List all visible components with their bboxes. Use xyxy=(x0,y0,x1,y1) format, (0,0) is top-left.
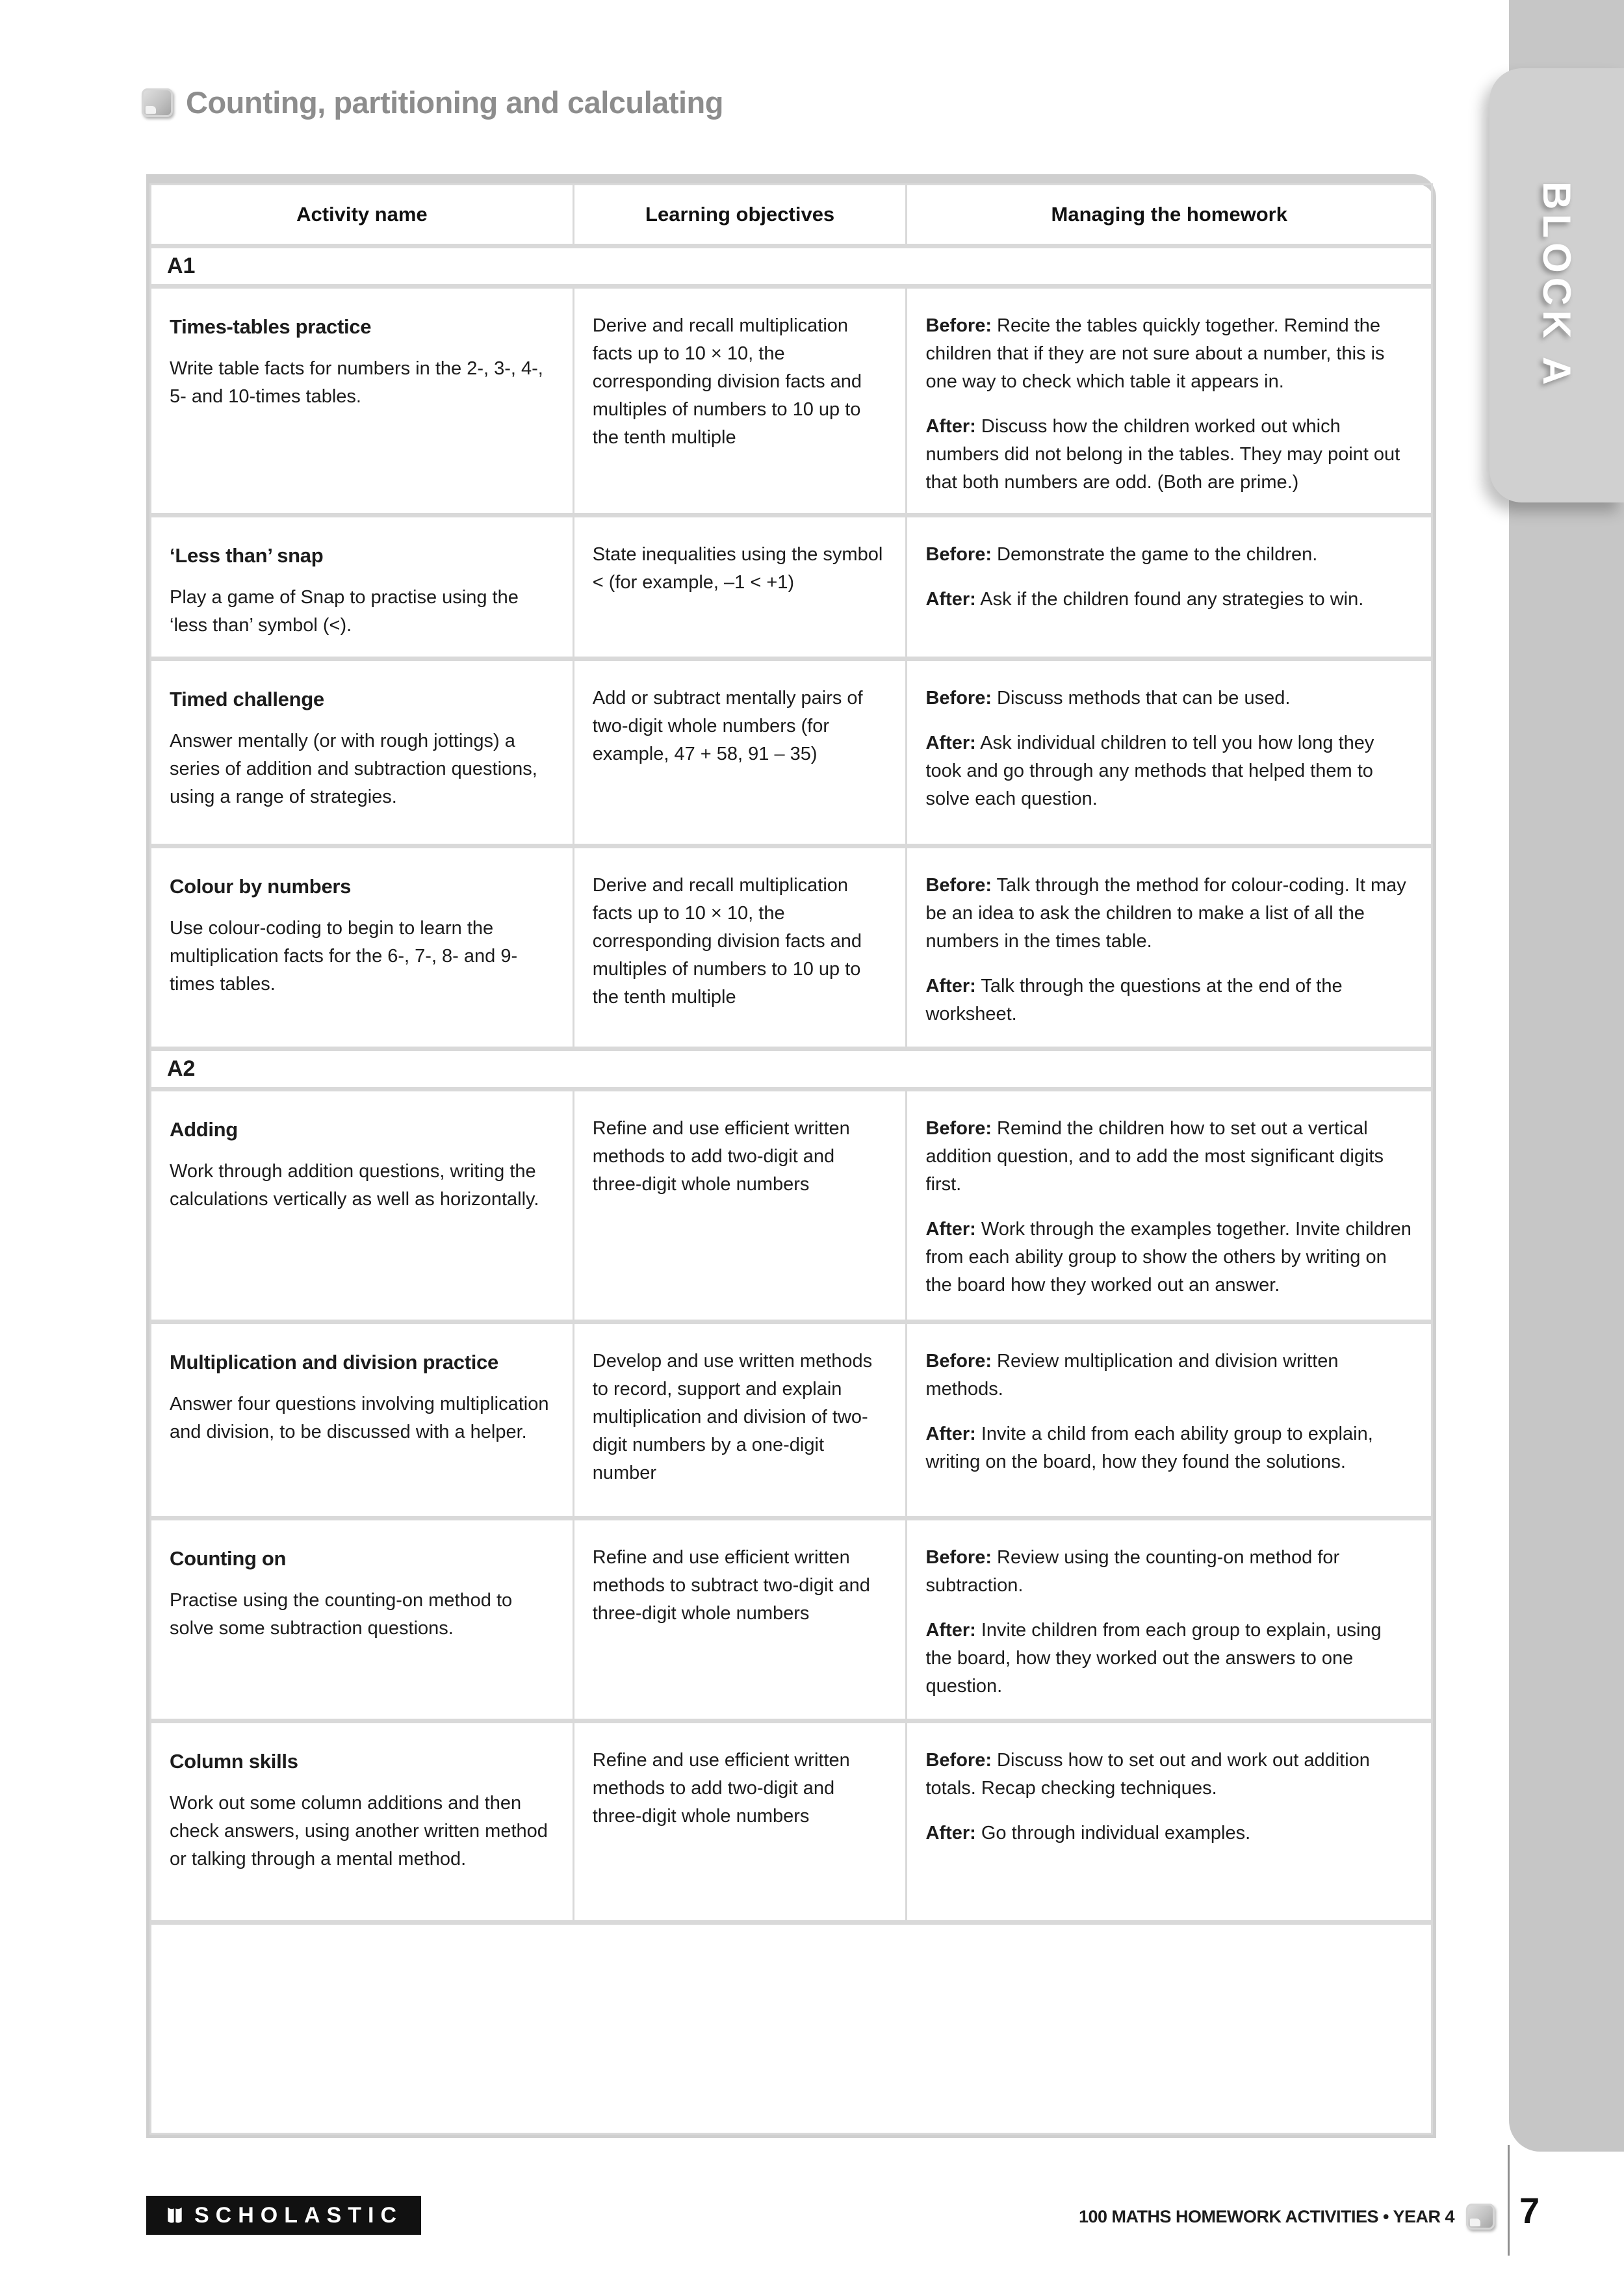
objective-cell xyxy=(573,659,907,846)
before-note: Before: Discuss how to set out and work out addition totals. Recap checking techniques. xyxy=(925,1750,1370,1799)
activity-cell xyxy=(151,659,574,846)
activity-title: ‘Less than’ snap xyxy=(170,544,324,567)
table-header-row xyxy=(151,185,1432,246)
managing-cell xyxy=(907,1089,1432,1322)
after-label: After: xyxy=(925,1218,976,1240)
learning-objective: State inequalities using the symbol < (for example, –1 < +1) xyxy=(592,544,883,593)
objective-cell xyxy=(573,846,907,1049)
after-label: After: xyxy=(925,589,976,610)
page-edge-line xyxy=(1508,2145,1510,2256)
activity-table xyxy=(146,174,1436,2138)
before-note: Before: Demonstrate the game to the children. xyxy=(925,544,1318,566)
objective-cell xyxy=(573,515,907,659)
activity-cell xyxy=(151,1322,574,1518)
column-header-activity-name: Activity name xyxy=(151,185,574,246)
before-label: Before: xyxy=(925,544,992,566)
before-label: Before: xyxy=(925,315,992,336)
managing-cell xyxy=(907,659,1432,846)
objective-cell xyxy=(573,287,907,515)
booklet-icon xyxy=(1466,2204,1495,2230)
section-label: A1 xyxy=(151,246,1432,287)
table-row xyxy=(151,1721,1432,1923)
objective-cell xyxy=(573,1721,907,1923)
page-heading xyxy=(142,85,723,120)
activity-description: Answer mentally (or with rough jottings) a series of addition and subtraction questions, using a range of strategies. xyxy=(170,731,537,807)
activity-title: Multiplication and division practice xyxy=(170,1351,498,1374)
activity-description: Use colour-coding to begin to learn the multiplication facts for the 6-, 7-, 8- and 9-times tables. xyxy=(170,918,518,995)
column-header-learning-objectives: Learning objectives xyxy=(573,185,907,246)
activity-title: Column skills xyxy=(170,1750,298,1773)
learning-objective: Derive and recall multiplication facts up to 10 × 10, the corresponding division facts and multiples of numbers to 10 up to the tenth multiple xyxy=(592,875,862,1008)
managing-cell xyxy=(907,1322,1432,1518)
activity-cell xyxy=(151,1518,574,1721)
page-title: Counting, partitioning and calculating xyxy=(186,85,723,120)
activity-title: Times-tables practice xyxy=(170,315,372,338)
before-label: Before: xyxy=(925,688,992,709)
before-note: Before: Remind the children how to set out a vertical addition question, and to add the most significant digits first. xyxy=(925,1118,1384,1195)
after-note: After: Discuss how the children worked out which numbers did not belong in the tables. They may point out that both numbers are odd. (Both are prime.) xyxy=(925,415,1400,493)
before-label: Before: xyxy=(925,1351,992,1372)
activity-title: Adding xyxy=(170,1118,238,1141)
before-note: Before: Discuss methods that can be used. xyxy=(925,688,1291,709)
learning-objective: Refine and use efficient written methods to add two-digit and three-digit whole numbers xyxy=(592,1118,850,1195)
section-row-a2 xyxy=(151,1049,1432,1089)
learning-objective: Develop and use written methods to record, support and explain multiplication and division of two-digit numbers by a one-digit number xyxy=(592,1351,873,1483)
after-label: After: xyxy=(925,733,976,754)
after-note: After: Talk through the questions at the end of the worksheet. xyxy=(925,975,1343,1024)
before-label: Before: xyxy=(925,875,992,896)
managing-cell xyxy=(907,1721,1432,1923)
after-label: After: xyxy=(925,415,976,437)
before-label: Before: xyxy=(925,1118,992,1139)
managing-cell xyxy=(907,846,1432,1049)
table-row xyxy=(151,659,1432,846)
activity-description: Work through addition questions, writing the calculations vertically as well as horizontally. xyxy=(170,1161,539,1210)
after-label: After: xyxy=(925,1619,976,1641)
after-note: After: Invite a child from each ability group to explain, writing on the board, how they found the solutions. xyxy=(925,1423,1373,1472)
after-note: After: Go through individual examples. xyxy=(925,1822,1251,1843)
empty-table-space xyxy=(151,1923,1432,2134)
objective-cell xyxy=(573,1089,907,1322)
before-note: Before: Review using the counting-on method for subtraction. xyxy=(925,1547,1340,1596)
learning-objective: Refine and use efficient written methods to add two-digit and three-digit whole numbers xyxy=(592,1750,850,1827)
activity-description: Answer four questions involving multiplication and division, to be discussed with a helper. xyxy=(170,1394,549,1442)
table-row xyxy=(151,515,1432,659)
after-label: After: xyxy=(925,1822,976,1843)
activity-title: Counting on xyxy=(170,1547,287,1570)
activity-description: Work out some column additions and then check answers, using another written method or talking through a mental method. xyxy=(170,1793,548,1869)
block-tab xyxy=(1489,68,1624,502)
activity-cell xyxy=(151,1721,574,1923)
objective-cell xyxy=(573,1518,907,1721)
footer-caption-group xyxy=(1001,2204,1495,2230)
open-book-icon xyxy=(164,2205,185,2226)
objective-cell xyxy=(573,1322,907,1518)
table-row xyxy=(151,1322,1432,1518)
after-note: After: Invite children from each group to explain, using the board, how they worked out the answers to one question. xyxy=(925,1619,1382,1697)
scholastic-logo xyxy=(146,2196,421,2235)
footer-caption: 100 MATHS HOMEWORK ACTIVITIES • YEAR 4 xyxy=(1078,2206,1454,2226)
before-note: Before: Recite the tables quickly together. Remind the children that if they are not sure about a number, this is one way to check which table it appears in. xyxy=(925,315,1385,392)
activity-description: Play a game of Snap to practise using the ‘less than’ symbol (<). xyxy=(170,587,519,636)
managing-cell xyxy=(907,1518,1432,1721)
column-header-managing-homework: Managing the homework xyxy=(907,185,1432,246)
section-row-a1 xyxy=(151,246,1432,287)
learning-objective: Derive and recall multiplication facts up to 10 × 10, the corresponding division facts and multiples of numbers to 10 up to the tenth multiple xyxy=(592,315,862,448)
learning-objective: Add or subtract mentally pairs of two-digit whole numbers (for example, 47 + 58, 91 – 35) xyxy=(592,688,863,764)
activity-title: Colour by numbers xyxy=(170,875,352,898)
activity-cell xyxy=(151,515,574,659)
before-label: Before: xyxy=(925,1750,992,1771)
table-row xyxy=(151,846,1432,1049)
activity-description: Write table facts for numbers in the 2-, 3-, 4-, 5- and 10-times tables. xyxy=(170,358,543,407)
before-note: Before: Review multiplication and division written methods. xyxy=(925,1351,1339,1400)
after-note: After: Ask if the children found any strategies to win. xyxy=(925,589,1364,610)
managing-cell xyxy=(907,287,1432,515)
activity-cell xyxy=(151,846,574,1049)
before-note: Before: Talk through the method for colour-coding. It may be an idea to ask the children to make a list of all the numbers in the times table. xyxy=(925,875,1406,952)
table-row xyxy=(151,1089,1432,1322)
page-number: 7 xyxy=(1519,2190,1540,2231)
activity-title: Timed challenge xyxy=(170,688,324,711)
learning-objective: Refine and use efficient written methods to subtract two-digit and three-digit whole numbers xyxy=(592,1547,870,1624)
table-row xyxy=(151,287,1432,515)
managing-cell xyxy=(907,515,1432,659)
block-tab-label: BLOCK A xyxy=(1535,181,1579,390)
activity-cell xyxy=(151,287,574,515)
after-label: After: xyxy=(925,975,976,996)
activity-description: Practise using the counting-on method to solve some subtraction questions. xyxy=(170,1590,513,1639)
activity-cell xyxy=(151,1089,574,1322)
before-label: Before: xyxy=(925,1547,992,1569)
table-row xyxy=(151,1518,1432,1721)
after-note: After: Work through the examples together. Invite children from each ability group to show the others by writing on the board how they worked out an answer. xyxy=(925,1218,1411,1296)
worksheet-icon xyxy=(142,88,173,117)
after-note: After: Ask individual children to tell you how long they took and go through any methods that helped them to solve each question. xyxy=(925,733,1374,809)
section-label: A2 xyxy=(151,1049,1432,1089)
scholastic-logo-text: SCHOLASTIC xyxy=(194,2202,403,2228)
after-label: After: xyxy=(925,1423,976,1444)
